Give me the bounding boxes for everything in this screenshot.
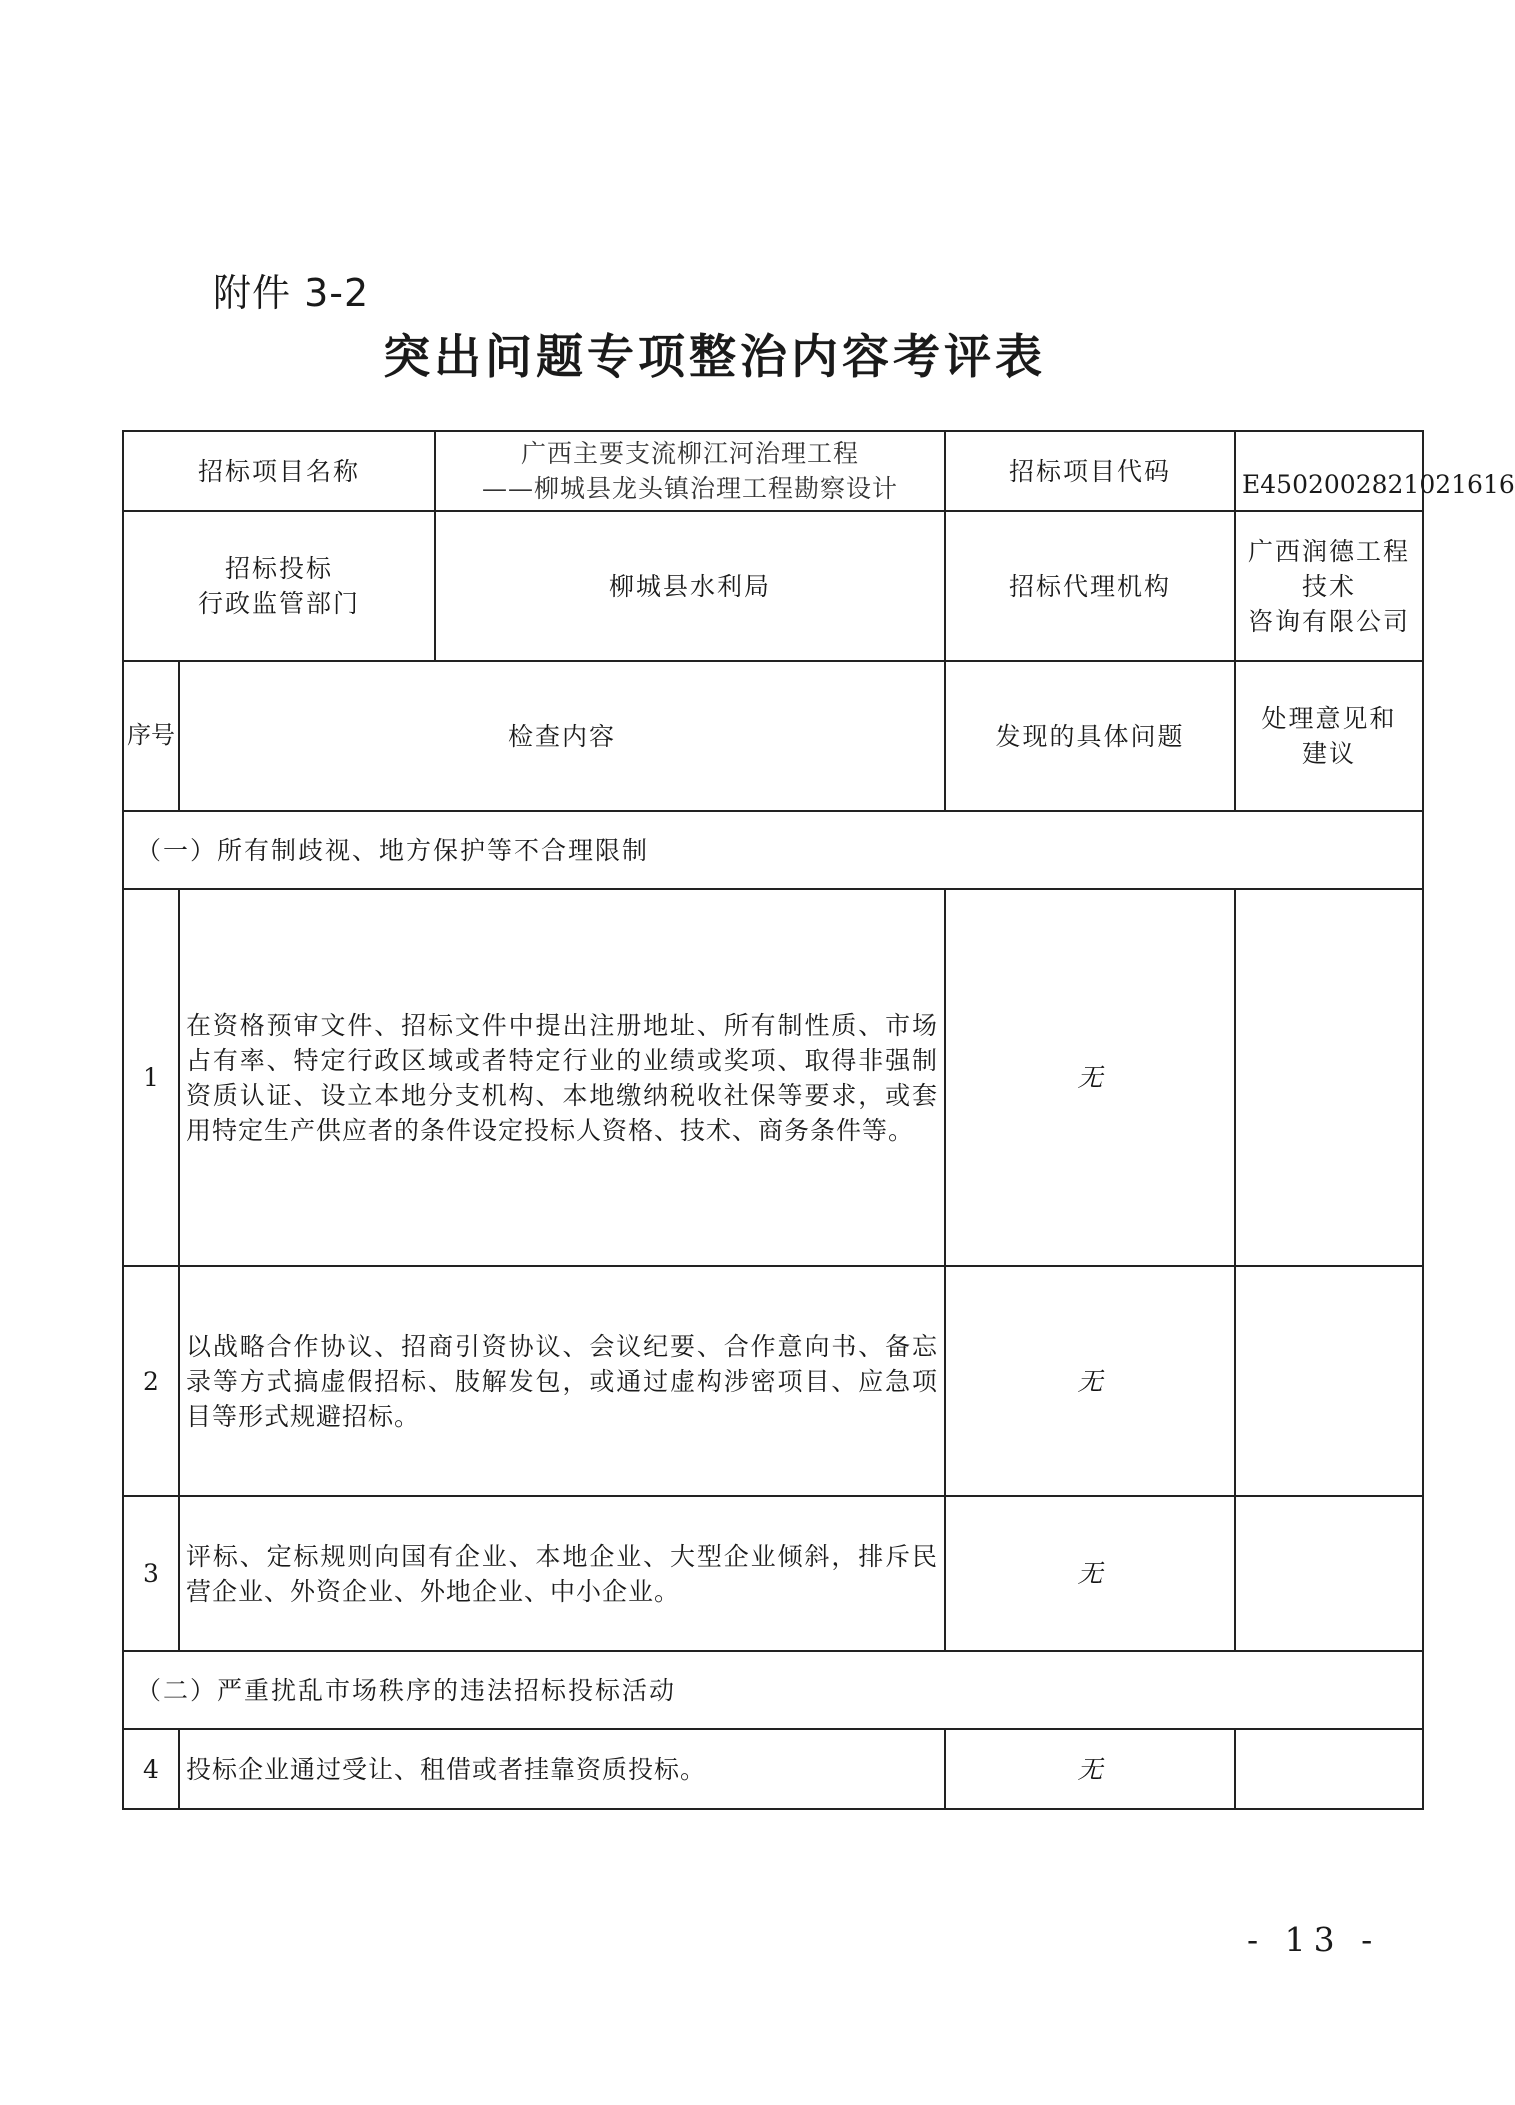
project-name-line2: ——柳城县龙头镇治理工程勘察设计 [482,474,899,503]
row-issue: 无 [945,1496,1235,1651]
opinion-header [1235,661,1423,811]
supervisor-label-line1: 招标投标 [225,554,334,583]
seq-header: 序号 [123,661,179,811]
annex-label: 附件 3-2 [213,271,370,315]
project-name-label: 招标项目名称 [123,431,435,511]
row-opinion [1235,1496,1423,1651]
agency-value [1235,511,1423,661]
evaluation-table [122,430,1515,1810]
section-title: （一）所有制歧视、地方保护等不合理限制 [123,811,1423,889]
supervisor-label [123,511,435,661]
row-opinion [1235,1266,1423,1496]
project-name-line1: 广西主要支流柳江河治理工程 [521,439,860,468]
section-row [123,1651,1423,1729]
section-row [123,811,1423,889]
table-row [123,1496,1423,1651]
page-number: - 13 - [1247,1920,1381,1959]
supervisor-value: 柳城县水利局 [435,511,945,661]
agency-line1: 广西润德工程技术 [1248,536,1411,601]
row-opinion [1235,889,1423,1266]
project-code-label: 招标项目代码 [945,431,1235,511]
opinion-header-line1: 处理意见和 [1261,704,1397,733]
column-header-row [123,661,1423,811]
supervisor-label-line2: 行政监管部门 [198,589,361,618]
row-content: 投标企业通过受让、租借或者挂靠资质投标。 [179,1729,945,1809]
row-issue: 无 [945,1266,1235,1496]
content-header: 检查内容 [179,661,945,811]
row-content: 以战略合作协议、招商引资协议、会议纪要、合作意向书、备忘录等方式搞虚假招标、肢解发包，或通过虚构涉密项目、应急项目等形式规避招标。 [179,1266,945,1496]
row-content: 在资格预审文件、招标文件中提出注册地址、所有制性质、市场占有率、特定行政区域或者特定行业的业绩或奖项、取得非强制资质认证、设立本地分支机构、本地缴纳税收社保等要求，或套用特定生产供应者的条件设定投标人资格、技术、商务条件等。 [179,889,945,1266]
row-number: 4 [123,1729,179,1809]
project-name-row [123,431,1423,511]
row-number: 1 [123,889,179,1266]
table-row [123,1266,1423,1496]
row-issue: 无 [945,1729,1235,1809]
row-issue: 无 [945,889,1235,1266]
agency-label: 招标代理机构 [945,511,1235,661]
issues-header: 发现的具体问题 [945,661,1235,811]
table-row [123,1729,1423,1809]
row-opinion [1235,1729,1423,1809]
project-name-value [435,431,945,511]
row-number: 3 [123,1496,179,1651]
agency-line2: 咨询有限公司 [1248,606,1411,636]
table-row [123,889,1423,1266]
opinion-header-line2: 建议 [1302,739,1357,768]
row-number: 2 [123,1266,179,1496]
section-title: （二）严重扰乱市场秩序的违法招标投标活动 [123,1651,1423,1729]
project-code-value: E4502002821021616 [1235,431,1423,511]
document-title: 突出问题专项整治内容考评表 [383,330,1046,385]
row-content: 评标、定标规则向国有企业、本地企业、大型企业倾斜，排斥民营企业、外资企业、外地企业、中小企业。 [179,1496,945,1651]
supervisor-row [123,511,1423,661]
